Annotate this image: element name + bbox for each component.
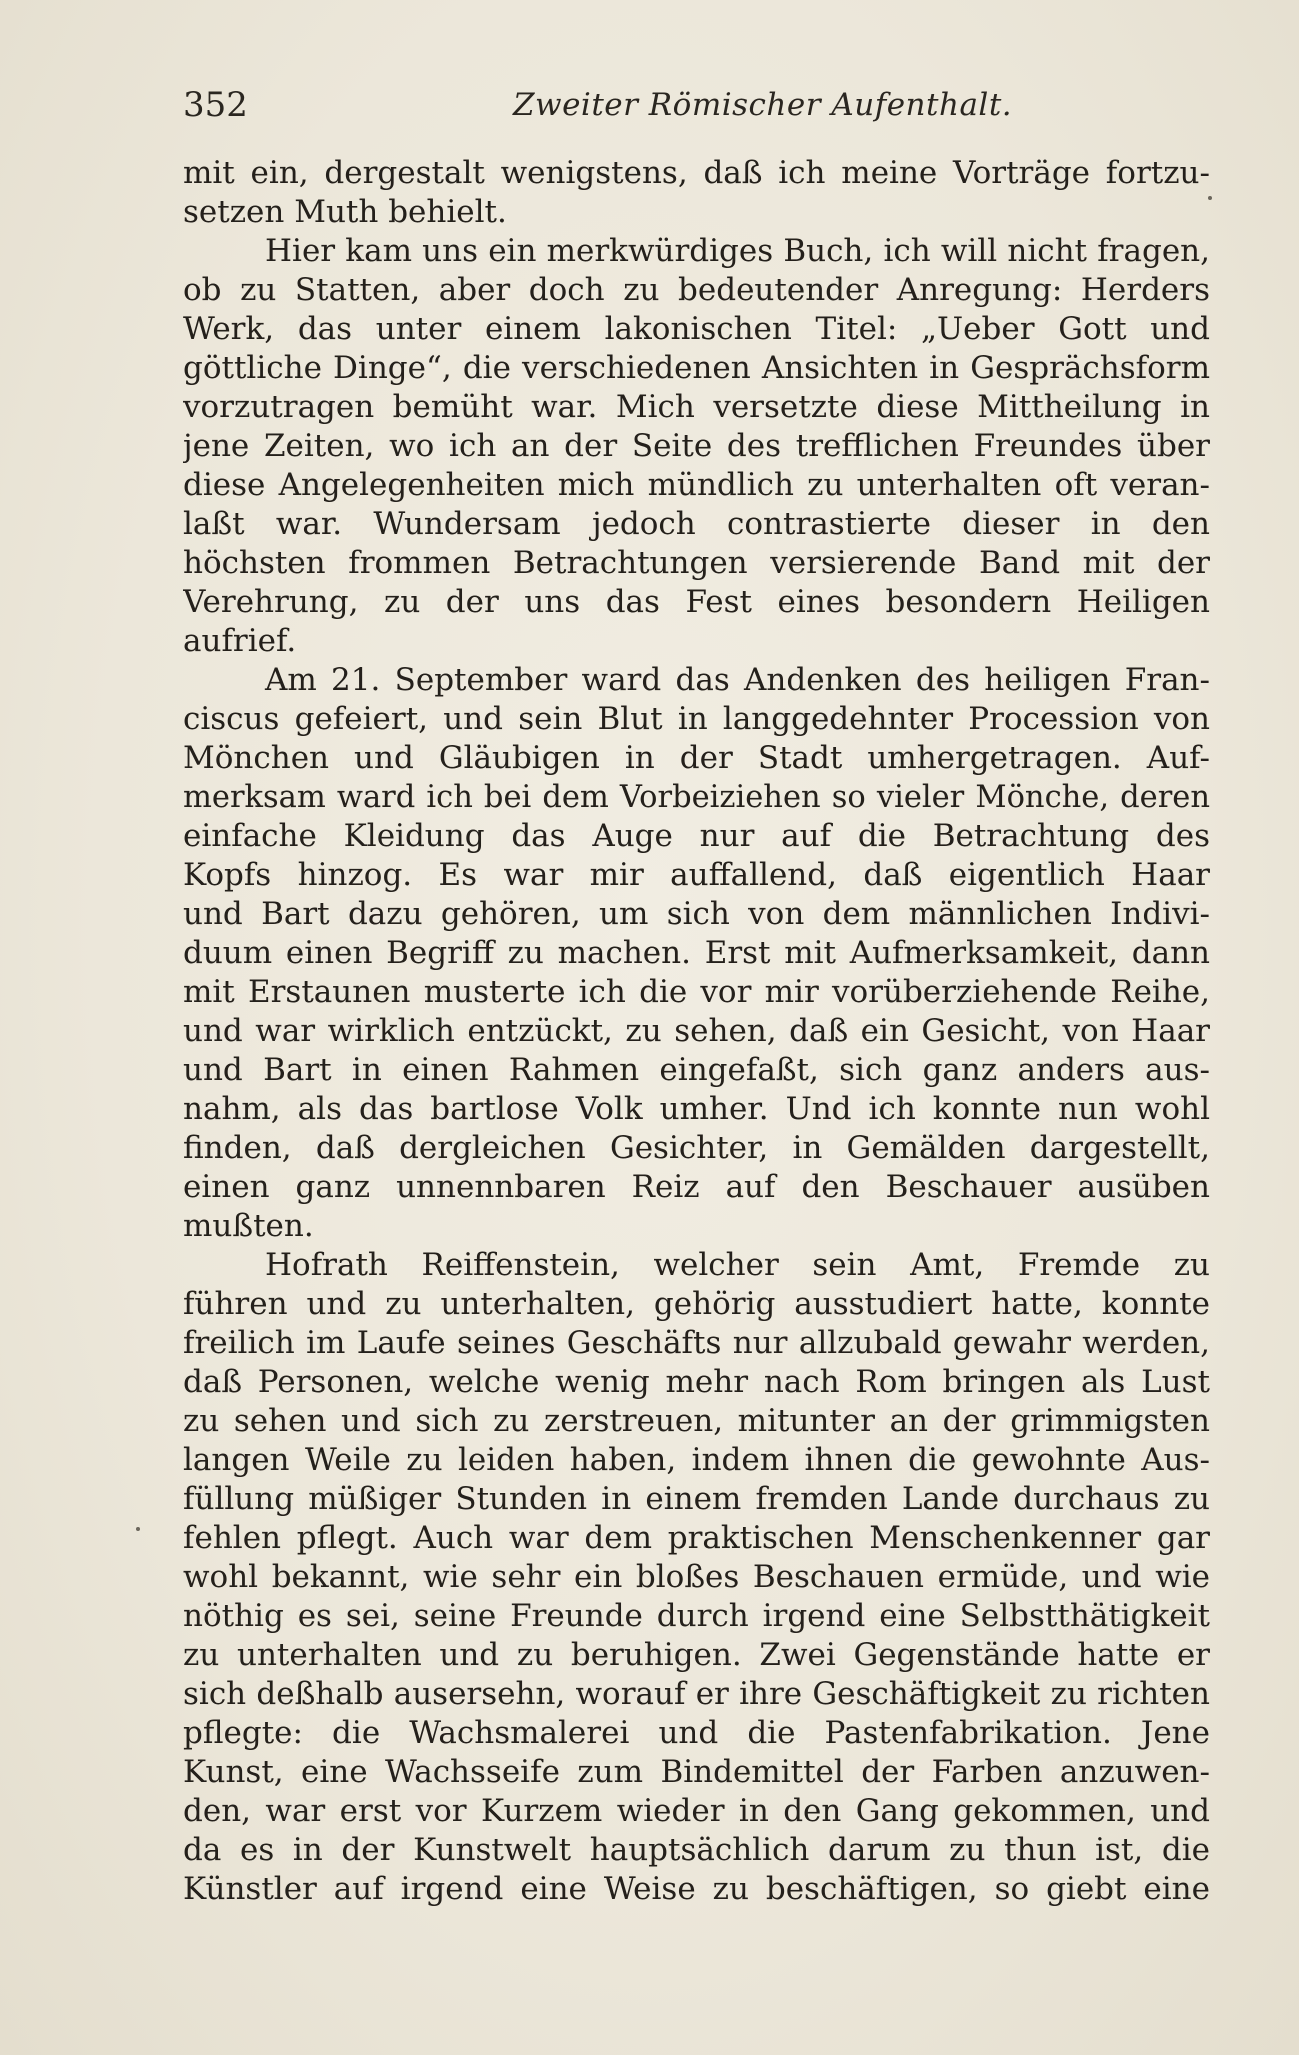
text-line: aufrief. xyxy=(183,623,297,659)
text-line: finden, daß dergleichen Gesichter, in Gemälden dargestellt, xyxy=(183,1130,1210,1166)
text-line: mußten. xyxy=(183,1208,314,1244)
text-line: daß Personen, welche wenig mehr nach Rom bringen als Lust xyxy=(183,1364,1210,1400)
text-line: und Bart dazu gehören, um sich von dem männlichen Indivi- xyxy=(183,896,1210,932)
text-line: nöthig es sei, seine Freunde durch irgend eine Selbstthätigkeit xyxy=(183,1598,1210,1634)
text-line: fehlen pflegt. Auch war dem praktischen Menschenkenner gar xyxy=(183,1520,1210,1556)
text-line: nahm, als das bartlose Volk umher. Und ich konnte nun wohl xyxy=(183,1091,1210,1127)
text-line: Hier kam uns ein merkwürdiges Buch, ich will nicht fragen, xyxy=(265,233,1210,269)
text-line: einen ganz unnennbaren Reiz auf den Beschauer ausüben xyxy=(183,1169,1210,1205)
text-line: zu sehen und sich zu zerstreuen, mitunter an der grimmigsten xyxy=(183,1403,1210,1439)
text-line: langen Weile zu leiden haben, indem ihnen die gewohnte Aus- xyxy=(183,1442,1210,1478)
text-line: höchsten frommen Betrachtungen versierende Band mit der xyxy=(183,545,1210,581)
text-line: den, war erst vor Kurzem wieder in den Gang gekommen, und xyxy=(183,1793,1210,1829)
text-line: wohl bekannt, wie sehr ein bloßes Beschauen ermüde, und wie xyxy=(183,1559,1210,1595)
page-number: 352 xyxy=(183,85,248,125)
text-line: mit ein, dergestalt wenigstens, daß ich meine Vorträge fortzu- xyxy=(183,155,1210,191)
text-line: Werk, das unter einem lakonischen Titel: „Ueber Gott und xyxy=(183,311,1210,347)
text-line: führen und zu unterhalten, gehörig ausstudiert hatte, konnte xyxy=(183,1286,1210,1322)
text-line: und Bart in einen Rahmen eingefaßt, sich ganz anders aus- xyxy=(183,1052,1210,1088)
text-line: Am 21. September ward das Andenken des heiligen Fran- xyxy=(265,662,1210,698)
text-line: setzen Muth behielt. xyxy=(183,194,507,230)
page-header xyxy=(183,80,1208,130)
text-line: füllung müßiger Stunden in einem fremden Lande durchaus zu xyxy=(183,1481,1210,1517)
text-line: Kunst, eine Wachsseife zum Bindemittel der Farben anzuwen- xyxy=(183,1754,1210,1790)
text-line: Kopfs hinzog. Es war mir auffallend, daß eigentlich Haar xyxy=(183,857,1210,893)
text-line: vorzutragen bemüht war. Mich versetzte diese Mittheilung in xyxy=(183,389,1210,425)
text-line: und war wirklich entzückt, zu sehen, daß ein Gesicht, von Haar xyxy=(183,1013,1210,1049)
text-line: sich deßhalb ausersehn, worauf er ihre Geschäftigkeit zu richten xyxy=(183,1676,1210,1712)
text-line: diese Angelegenheiten mich mündlich zu unterhalten oft veran- xyxy=(183,467,1210,503)
text-line: Mönchen und Gläubigen in der Stadt umhergetragen. Auf- xyxy=(183,740,1210,776)
paper-speck xyxy=(136,1527,140,1531)
text-line: Verehrung, zu der uns das Fest eines besondern Heiligen xyxy=(183,584,1210,620)
text-line: mit Erstaunen musterte ich die vor mir vorüberziehende Reihe, xyxy=(183,974,1210,1010)
running-title: Zweiter Römischer Aufenthalt. xyxy=(513,87,1013,123)
text-line: duum einen Begriff zu machen. Erst mit Aufmerksamkeit, dann xyxy=(183,935,1210,971)
text-line: merksam ward ich bei dem Vorbeiziehen so vieler Mönche, deren xyxy=(183,780,1210,815)
text-line: jene Zeiten, wo ich an der Seite des trefflichen Freundes über xyxy=(183,428,1210,464)
text-line: ciscus gefeiert, und sein Blut in langgedehnter Procession von xyxy=(183,701,1210,737)
text-line: laßt war. Wundersam jedoch contrastierte dieser in den xyxy=(183,506,1210,542)
text-line: göttliche Dinge“, die verschiedenen Ansichten in Gesprächsform xyxy=(183,350,1210,386)
body-text xyxy=(183,154,1210,1909)
text-line: da es in der Kunstwelt hauptsächlich darum zu thun ist, die xyxy=(183,1832,1210,1868)
text-line: Hofrath Reiffenstein, welcher sein Amt, Fremde zu xyxy=(265,1247,1210,1283)
text-line: einfache Kleidung das Auge nur auf die Betrachtung des xyxy=(183,818,1210,854)
text-line: pflegte: die Wachsmalerei und die Pastenfabrikation. Jene xyxy=(183,1715,1210,1751)
text-line: Künstler auf irgend eine Weise zu beschäftigen, so giebt eine xyxy=(183,1871,1210,1907)
text-line: zu unterhalten und zu beruhigen. Zwei Gegenstände hatte er xyxy=(183,1637,1210,1673)
text-line: freilich im Laufe seines Geschäfts nur allzubald gewahr werden, xyxy=(183,1325,1210,1361)
text-line: ob zu Statten, aber doch zu bedeutender Anregung: Herders xyxy=(183,272,1210,308)
